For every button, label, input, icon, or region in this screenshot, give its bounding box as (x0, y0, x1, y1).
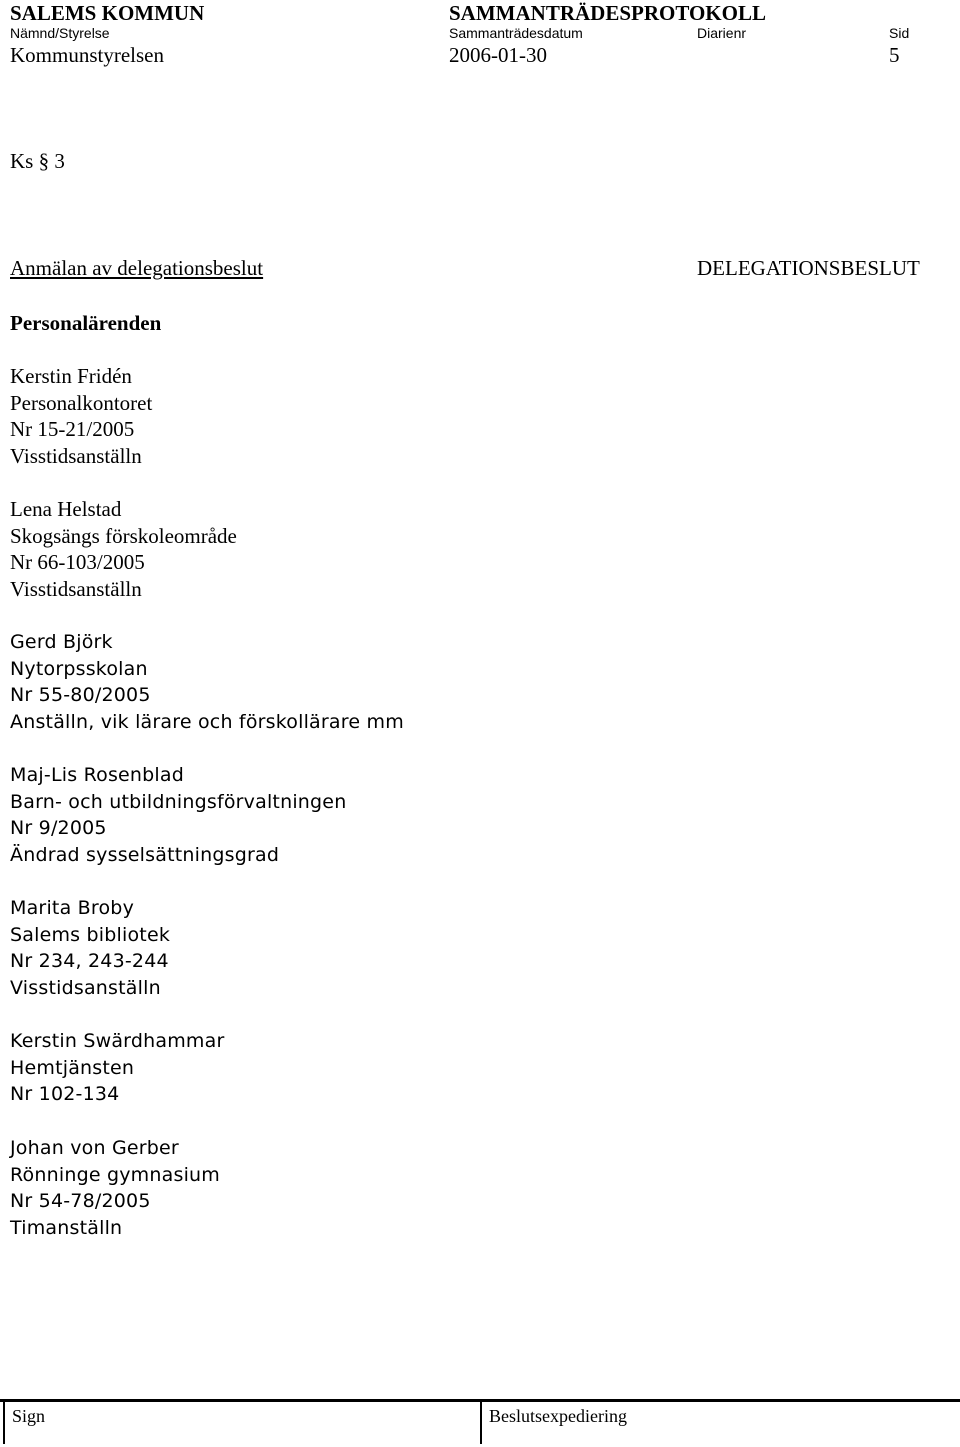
entry-name: Kerstin Swärdhammar (10, 1030, 225, 1052)
meeting-date-value: 2006-01-30 (449, 43, 547, 67)
entry-unit: Personalkontoret (10, 390, 153, 415)
organization-name: SALEMS KOMMUN (10, 1, 205, 25)
document-type: DELEGATIONSBESLUT (697, 256, 920, 280)
entry-name: Kerstin Fridén (10, 364, 132, 388)
entry-unit: Rönninge gymnasium (10, 1163, 220, 1186)
body-value: Kommunstyrelsen (10, 43, 164, 67)
entry-decision: Timanställn (10, 1216, 123, 1239)
footer-left-border (3, 1402, 5, 1444)
entry-number: Nr 66-103/2005 (10, 550, 145, 574)
entry-name: Lena Helstad (10, 497, 122, 521)
entry-unit: Hemtjänsten (10, 1056, 135, 1079)
entry-decision: Anställn, vik lärare och förskollärare mm (10, 710, 404, 733)
list-item (10, 895, 170, 1001)
body-label: Nämnd/Styrelse (10, 25, 110, 41)
entry-unit: Skogsängs förskoleområde (10, 523, 237, 548)
meeting-date-label: Sammanträdesdatum (449, 25, 583, 41)
page-label: Sid (889, 25, 910, 41)
entry-decision: Ändrad sysselsättningsgrad (10, 843, 280, 866)
signature-footer (0, 1399, 960, 1447)
list-item (10, 363, 152, 469)
entry-decision: Visstidsanställn (10, 443, 142, 468)
entry-number: Nr 54-78/2005 (10, 1190, 151, 1212)
category-heading: Personalärenden (10, 311, 162, 335)
entry-decision: Visstidsanställn (10, 976, 161, 999)
entry-unit: Salems bibliotek (10, 923, 171, 946)
list-item (10, 762, 346, 868)
registry-number-label: Diarienr (697, 25, 747, 41)
entry-decision: Visstidsanställn (10, 576, 142, 601)
entry-number: Nr 55-80/2005 (10, 684, 151, 706)
entry-name: Maj-Lis Rosenblad (10, 764, 185, 786)
entry-unit: Barn- och utbildningsförvaltningen (10, 790, 347, 813)
entry-number: Nr 234, 243-244 (10, 950, 169, 972)
list-item (10, 1135, 220, 1241)
sign-label: Sign (12, 1406, 46, 1426)
entry-name: Gerd Björk (10, 631, 113, 653)
entry-name: Marita Broby (10, 897, 135, 919)
list-item (10, 629, 404, 735)
entry-number: Nr 102-134 (10, 1083, 120, 1105)
entry-number: Nr 9/2005 (10, 817, 107, 839)
matter-title: Anmälan av delegationsbeslut (10, 256, 264, 280)
footer-divider (480, 1402, 482, 1444)
section-number: Ks § 3 (10, 149, 65, 173)
list-item (10, 496, 237, 602)
decision-dispatch-label: Beslutsexpediering (489, 1406, 627, 1426)
entry-number: Nr 15-21/2005 (10, 417, 135, 441)
entry-unit: Nytorpsskolan (10, 657, 148, 680)
page-number: 5 (889, 43, 900, 67)
protocol-title: SAMMANTRÄDESPROTOKOLL (449, 1, 766, 25)
list-item (10, 1028, 224, 1108)
entry-name: Johan von Gerber (10, 1137, 179, 1159)
